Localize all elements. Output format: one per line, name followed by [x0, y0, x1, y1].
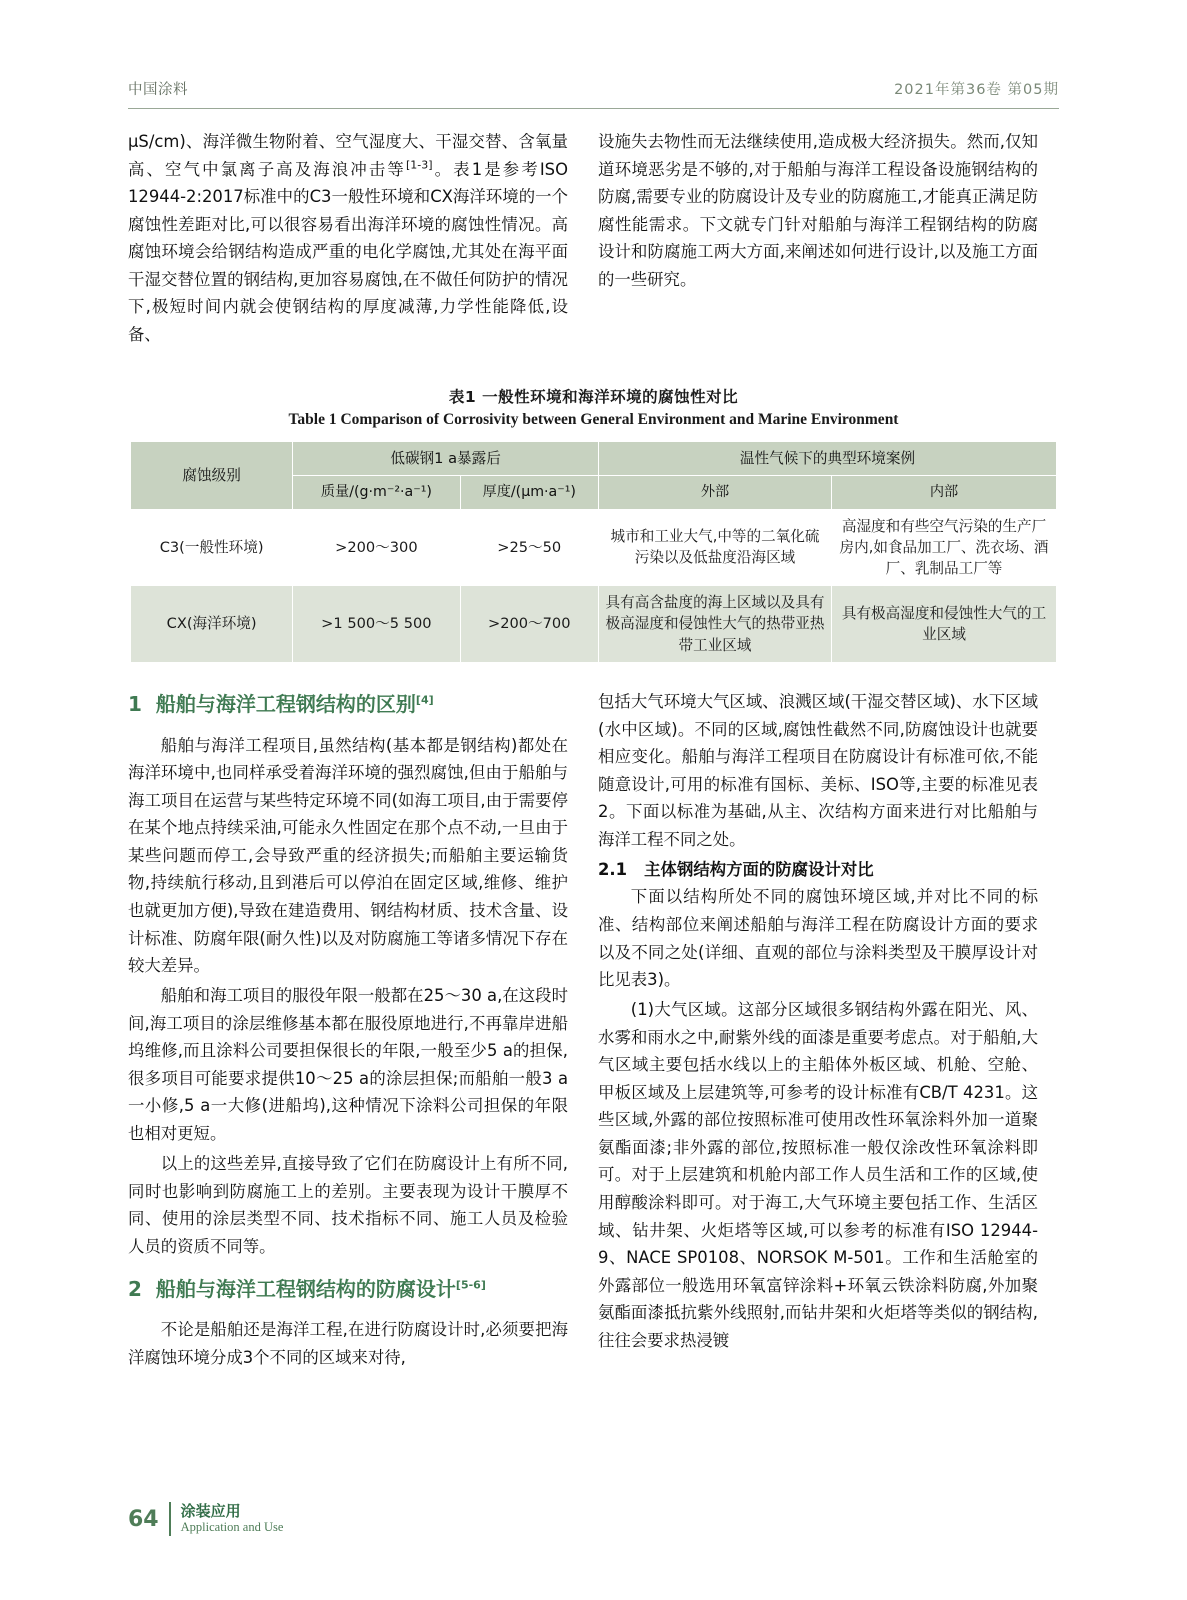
page-footer	[128, 1502, 283, 1536]
table-header-row-1	[131, 442, 1057, 476]
paragraph: (1)大气区域。这部分区域很多钢结构外露在阳光、风、水雾和雨水之中,耐紫外线的面漆是重要考虑点。对于船舶,大气区域主要包括水线以上的主船体外板区域、机舱、空舱、甲板区域及上层建筑等,可参考的设计标准有CB/T 4231。这些区域,外露的部位按照标准可使用改性环氧涂料外加一道聚氨酯面漆;非外露的部位,按照标准一般仅涂改性环氧涂料即可。对于上层建筑和机舱内部工作人员生活和工作的区域,使用醇酸涂料即可。对于海工,大气环境主要包括工作、生活区域、钻井架、火炬塔等区域,可以参考的标准有ISO 12944-9、NACE SP0108、NORSOK M-501。工作和生活舱室的外露部位一般选用环氧富锌涂料+环氧云铁涂料防腐,外加聚氨酯面漆抵抗紫外线照射,而钻井架和火炬塔等类似的钢结构,往往会要求热浸镀	[598, 1000, 1038, 1350]
footer-label-en: Application and Use	[180, 1520, 284, 1535]
paragraph: 包括大气环境大气区域、浪溅区域(干湿交替区域)、水下区域(水中区域)。不同的区域,腐蚀性截然不同,防腐蚀设计也就要相应变化。船舶与海洋工程项目在防腐设计有标准可依,不能随意设计,可用的标准有国标、美标、ISO等,主要的标准见表2。下面以标准为基础,从主、次结构方面来进行对比船舶与海洋工程不同之处。	[598, 692, 1038, 849]
reference-superscript: [4]	[415, 693, 434, 707]
reference-superscript: [5-6]	[455, 1277, 486, 1291]
paragraph: 设施失去物性而无法继续使用,造成极大经济损失。然而,仅知道环境恶劣是不够的,对于船舶与海洋工程设备设施钢结构的防腐,需要专业的防腐设计及专业的防腐施工,才能真正满足防腐性能需求。下文就专门针对船舶与海洋工程钢结构的防腐设计和防腐施工两大方面,来阐述如何进行设计,以及施工方面的一些研究。	[598, 132, 1038, 289]
page-header	[128, 78, 1059, 99]
subsection-heading-2-1	[598, 856, 1038, 884]
table-cell-internal: 具有极高湿度和侵蚀性大气的工业区域	[832, 586, 1057, 662]
paragraph: 船舶和海工项目的服役年限一般都在25～30 a,在这段时间,海工项目的涂层维修基本都在服役原地进行,不再靠岸进船坞维修,而且涂料公司要担保很长的年限,一般至少5 a的担保,很多项目可能要求提供10～25 a的涂层担保;而船舶一般3 a一小修,5 a一大修(进船坞),这种情况下涂料公司担保的年限也相对更短。	[128, 986, 568, 1143]
subsection-title: 主体钢结构方面的防腐设计对比	[644, 859, 874, 879]
body-column-right-bottom	[598, 688, 1038, 1357]
paragraph: 船舶与海洋工程项目,虽然结构(基本都是钢结构)都处在海洋环境中,也同样承受着海洋环境的强烈腐蚀,但由于船舶与海工项目在运营与某些特定环境不同(如海工项目,由于需要停在某个地点持续采油,可能永久性固定在那个点不动,一旦由于某些问题而停工,会导致严重的经济损失;而船舶主要运输货物,持续航行移动,且到港后可以停泊在固定区域,维修、维护也就更加方便),导致在建造费用、钢结构材质、技术含量、设计标准、防腐年限(耐久性)以及对防腐施工等诸多情况下存在较大差异。	[128, 735, 568, 976]
table-cell-grade: CX(海洋环境)	[131, 586, 293, 662]
page-number: 64	[128, 1506, 159, 1532]
spacer	[128, 722, 568, 732]
paragraph: μS/cm)、海洋微生物附着、空气湿度大、干湿交替、含氧量高、空气中氯离子高及海浪冲击等[1-3]。表1是参考ISO 12944-2:2017标准中的C3一般性环境和CX海洋环境的一个腐蚀性差距对比,可以很容易看出海洋环境的腐蚀性情况。高腐蚀环境会给钢结构造成严重的电化学腐蚀,尤其处在海平面干湿交替位置的钢结构,更加容易腐蚀,在不做任何防护的情况下,极短时间内就会使钢结构的厚度减薄,力学性能降低,设备、	[128, 132, 568, 344]
table-body	[131, 509, 1057, 662]
section-title: 船舶与海洋工程钢结构的区别[4]	[155, 692, 434, 716]
section-heading-2	[128, 1273, 568, 1307]
spacer	[128, 1263, 568, 1273]
footer-divider	[169, 1502, 171, 1536]
section-heading-1	[128, 688, 568, 722]
table-row	[131, 509, 1057, 585]
journal-name: 中国涂料	[128, 82, 188, 98]
table-row	[131, 586, 1057, 662]
table-header-cell: 质量/(g·m⁻²·a⁻¹)	[293, 476, 460, 510]
issue-info: 2021年第36卷 第05期	[894, 82, 1059, 98]
table-header-cell: 内部	[832, 476, 1057, 510]
table-cell-grade: C3(一般性环境)	[131, 509, 293, 585]
paragraph: 下面以结构所处不同的腐蚀环境区域,并对比不同的标准、结构部位来阐述船舶与海洋工程在防腐设计方面的要求以及不同之处(详细、直观的部位与涂料类型及干膜厚设计对比见表3)。	[598, 887, 1038, 990]
table-cell-mass: >200～300	[293, 509, 460, 585]
footer-label-cn: 涂装应用	[180, 1502, 241, 1521]
table-cell-mass: >1 500～5 500	[293, 586, 460, 662]
footer-section-label	[181, 1503, 284, 1535]
body-column-left-top	[128, 128, 568, 351]
corrosivity-table	[130, 441, 1057, 663]
spacer	[128, 1306, 568, 1316]
table-cell-thickness: >200～700	[460, 586, 598, 662]
subsection-number: 2.1	[598, 859, 628, 879]
body-column-left-bottom	[128, 688, 568, 1374]
table-cell-internal: 高湿度和有些空气污染的生产厂房内,如食品加工厂、洗衣场、酒厂、乳制品工厂等	[832, 509, 1057, 585]
reference-superscript: [1-3]	[405, 158, 433, 172]
table-header-cell: 腐蚀级别	[131, 442, 293, 510]
table-head	[131, 442, 1057, 510]
table-cell-thickness: >25～50	[460, 509, 598, 585]
section-number: 1	[128, 692, 142, 716]
section-title: 船舶与海洋工程钢结构的防腐设计[5-6]	[155, 1276, 486, 1301]
table-caption-cn: 表1 一般性环境和海洋环境的腐蚀性对比	[448, 388, 739, 406]
table-cell-external: 具有高含盐度的海上区域以及具有极高湿度和侵蚀性大气的热带亚热带工业区域	[598, 586, 831, 662]
paragraph: 不论是船舶还是海洋工程,在进行防腐设计时,必须要把海洋腐蚀环境分成3个不同的区域来对待,	[128, 1320, 568, 1367]
header-divider	[128, 108, 1059, 109]
table-header-cell: 外部	[598, 476, 831, 510]
table-cell-external: 城市和工业大气,中等的二氧化硫污染以及低盐度沿海区域	[598, 509, 831, 585]
table-caption	[128, 385, 1059, 429]
section-number: 2	[128, 1276, 142, 1301]
body-column-right-top	[598, 128, 1038, 296]
table-header-cell: 温性气候下的典型环境案例	[598, 442, 1056, 476]
paragraph: 以上的这些差异,直接导致了它们在防腐设计上有所不同,同时也影响到防腐施工上的差别。主要表现为设计干膜厚不同、使用的涂层类型不同、技术指标不同、施工人员及检验人员的资质不同等。	[128, 1153, 568, 1256]
table-caption-en: Table 1 Comparison of Corrosivity between General Environment and Marine Environment	[288, 411, 899, 428]
table-header-cell: 厚度/(μm·a⁻¹)	[460, 476, 598, 510]
table-header-cell: 低碳钢1 a暴露后	[293, 442, 599, 476]
